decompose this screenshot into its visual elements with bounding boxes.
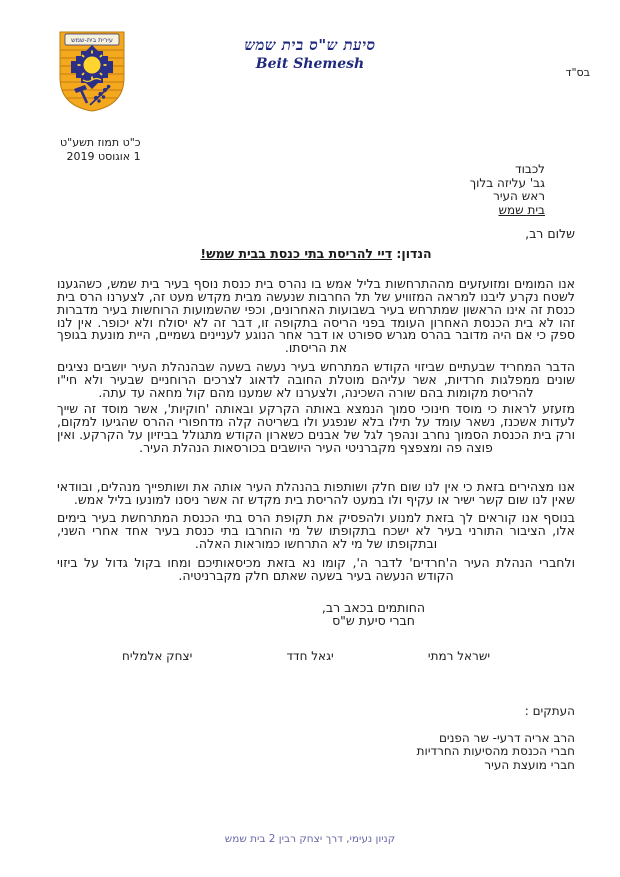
- copies-list: [57, 732, 575, 773]
- footer-address: קניון נעימי, דרך יצחק רבין 2 בית שמש: [224, 833, 396, 845]
- copies-title: העתקים :: [524, 703, 575, 718]
- letterhead-titles: [0, 36, 620, 72]
- recipient-name: גב' עליזה בלוך: [469, 175, 545, 190]
- copy-recipient: חברי מועצת העיר: [484, 757, 575, 772]
- signatory-name: יגאל חדד: [286, 648, 334, 663]
- subject-line: [57, 245, 575, 261]
- faction-title-hebrew: סיעת ש"ס בית שמש: [244, 36, 376, 54]
- subject-text: דיי להריסת בתי כנסת בבית שמש!: [200, 245, 393, 261]
- recipient-block: [470, 163, 545, 217]
- besd-mark: בס"ד: [565, 66, 590, 79]
- copy-recipient: הרב אריה דרעי- שר הפנים: [438, 730, 575, 745]
- letter-body: [57, 275, 575, 584]
- recipient-role: ראש העיר: [493, 189, 545, 203]
- recipient-salutation: לכבוד: [515, 162, 545, 176]
- banner-text: עירית בית-שמש: [71, 36, 113, 44]
- signatories-row: [57, 650, 575, 663]
- letter-paragraph: בנוסף אנו קוראים לך בזאת למנוע ולהפסיק את תקופת הרס בתי הכנסת המתרחשת בעיר בימים אלו, הציבור התורני בעיר לא ישכח בתקופתו של מי הוחרבו בתי כנסת בעיר אחד אחרי השני, ובתקופתו של מי לא התרחשו כמוראות האלה.: [57, 510, 575, 552]
- gregorian-date: 1 אוגוסט 2019: [66, 149, 141, 163]
- signoff-faction: חברי סיעת ש"ס: [332, 613, 415, 629]
- copy-recipient: חברי הכנסת מהסיעות החרדיות: [416, 744, 575, 759]
- letter-paragraph: הדבר המחריד שבעתיים שביזוי הקודש המתרחש בעיר נעשה בשעה שבהנהלת העיר יושבים נציגים שונים ממפלגות חרדיות, אשר עליהם מוטלת החובה לדאוג לצרכים הרוחניים שבעיר ולא חי"ו להריסת מקומות בהם שורה השכינה, ולצערנו לא שמענו מהם קול מחאה עד עתה.: [57, 359, 575, 401]
- letter-content: [57, 228, 575, 772]
- letter-paragraph: אנו המומים ומזועזעים מההתרחשות בליל אמש בו נהרס בית כנסת נוסף בעיר בית שמש, כשהגענו לשטח נקרע ליבנו למראה המזוויע של תל החרבות שנעשה מבית מקדש מעט זה, לצערנו הרס בית כנסת זה אינו הראשון שמתרחש בעיר בשבועות האחרונים, וכפי שהשמועות הרוחשות בעיר מדברות זהו לא בית הכנסת האחרון העומד בפני הריסה בתקופה זו, דבר זה לא יסולח ולא יכופר. אין לנו ספק כי אם היה מדובר בהרס מגרש ספורט או דבר אחר הנוגע לעניינים גשמיים, היית מונעת בגופך את הריסתו.: [57, 275, 575, 356]
- letter-paragraph: אנו מצהירים בזאת כי אין לנו שום חלק ושותפות בהנהלת העיר אותה את ושותפייך מנהלים, ובוודאי שאין לנו שום קשר ישיר או עקיף ולו במעט להריסת בית מקדש זה אשר ניסנו למונעו בליל אמש.: [57, 478, 575, 507]
- signoff-block: [57, 601, 575, 628]
- subject-label: הנדון:: [392, 245, 432, 261]
- letter-paragraph: מזעזע לראות כי מוסד חינוכי סמוך הנמצא באותה הקרקע ובאותה 'חוקיות', אשר מוסד זה שייך לעדות אשכנז, נשאר עומד על תילו בלא שנפגע ולו בשריטה קלה מדחפורי ההרס שהגיעו למקום, ורק בית הכנסת הסמוך נחרב ונהפך לגל של אבנים כשארון הקודש מתגולל בביזיון על הקרקע. ואין פוצה פה ומצפצף מקברניטי העיר היושבים בכורסאות הנהלת העיר.: [57, 400, 575, 455]
- recipient-city: בית שמש: [498, 202, 545, 217]
- signoff-line: החותמים בכאב רב,: [321, 599, 426, 615]
- faction-title-english: Beit Shemesh: [255, 56, 365, 72]
- greeting: שלום רב,: [525, 226, 575, 241]
- letter-date: [60, 136, 141, 163]
- letter-paragraph: ולחברי הנהלת העיר ה'חרדים' לדבר ה', קומו נא בזאת מכיסאותיכם ומחו בקול גדול על ביזוי הקודש הנעשה בעיר בשעה שאתם חלק מקברניטיה.: [57, 555, 575, 584]
- signatory-name: ישראל רמתי: [427, 648, 490, 663]
- hebrew-date: כ"ט תמוז תשע"ט: [60, 136, 141, 149]
- signatory-name: יצחק אלמליח: [122, 648, 193, 663]
